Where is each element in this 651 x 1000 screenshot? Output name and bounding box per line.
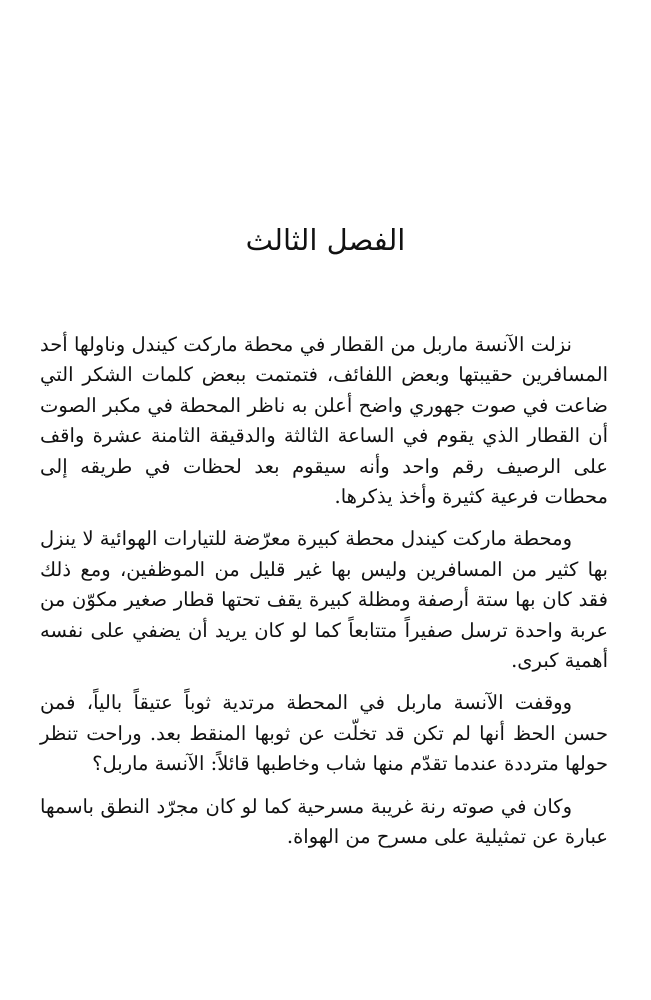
paragraph-1: نزلت الآنسة ماربل من القطار في محطة ماركت كيندل وناولها أحد المسافرين حقيبتها وبعض اللفائف، فتمتمت ببعض كلمات الشكر التي ضاعت في صوت جهوري واضح أعلن به ناظر المحطة في مكبر الصوت أن القطار الذي يقوم في الساعة الثالثة والدقيقة الثامنة عشرة واقف على الرصيف رقم واحد وأنه سيقوم بعد لحظات في طريقه إلى محطات فرعية كثيرة وأخذ يذكرها.: [40, 333, 608, 509]
chapter-body: [40, 330, 608, 865]
paragraph-3: ووقفت الآنسة ماربل في المحطة مرتدية ثوباً عتيقاً بالياً، فمن حسن الحظ أنها لم تكن قد تخلّت عن ثوبها المنقط بعد. وراحت تنظر حولها مترددة عندما تقدّم منها شاب وخاطبها قائلاً: الآنسة ماربل؟: [40, 691, 608, 776]
chapter-title: الفصل الثالث: [245, 223, 406, 257]
paragraph-4: وكان في صوته رنة غريبة مسرحية كما لو كان مجرّد النطق باسمها عبارة عن تمثيلية على مسرح من الهواة.: [40, 794, 608, 849]
paragraph-2: ومحطة ماركت كيندل محطة كبيرة معرّضة للتيارات الهوائية لا ينزل بها كثير من المسافرين وليس بها غير قليل من الموظفين، ومع ذلك فقد كان بها ستة أرصفة ومظلة كبيرة يقف تحتها قطار صغير مكوّن من عربة واحدة ترسل صفيراً متتابعاً كما لو كان يريد أن يضفي على نفسه أهمية كبرى.: [40, 527, 608, 673]
